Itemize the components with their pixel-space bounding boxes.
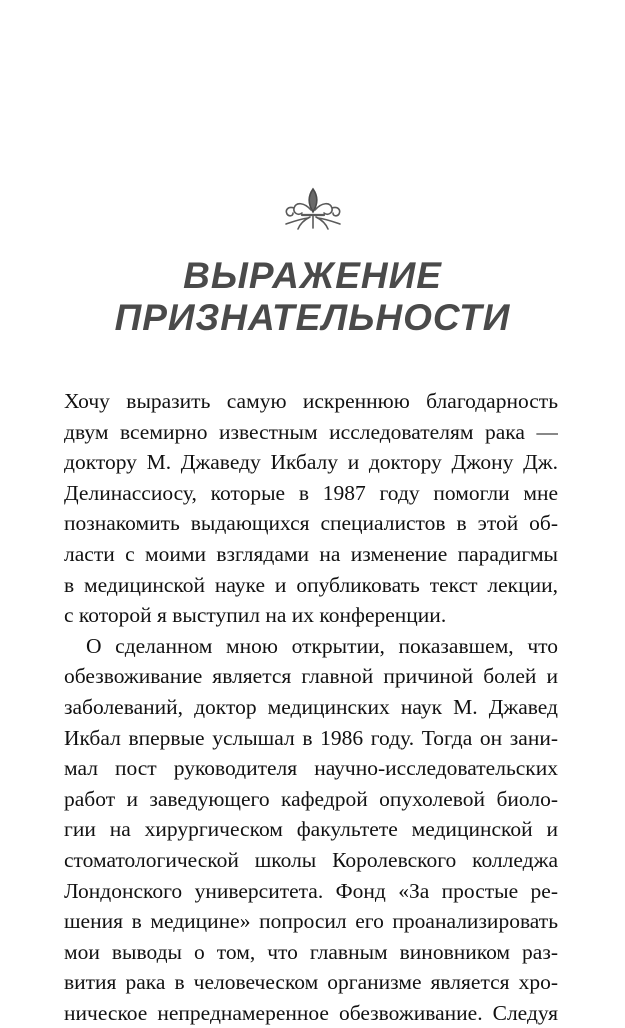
paragraph-1 [64, 386, 558, 631]
text-line: стоматологической школы Королевского колледжа [64, 847, 558, 872]
text-line: с которой я выступил на их конференции. [64, 603, 447, 628]
text-line: О сделанном мною открытии, показавшем, что [86, 633, 558, 658]
text-line: Делинассиосу, которые в 1987 году помогли мне [64, 480, 558, 505]
text-line: двум всемирно известным исследователям рака — [64, 419, 558, 444]
text-line: шения в медицине» попросил его проанализировать [64, 909, 558, 934]
text-line: Икбал впервые услышал в 1986 году. Тогда он зани- [64, 725, 558, 750]
chapter-title-line-1: ВЫРАЖЕНИЕ [183, 255, 442, 296]
body-text [64, 386, 558, 1028]
text-line: в медицинской науке и опубликовать текст лекции, [64, 572, 558, 597]
text-line: ническое непреднамеренное обезвоживание. Следуя [64, 1000, 558, 1025]
text-line: вития рака в человеческом организме является хро- [64, 970, 558, 995]
paragraph-2 [64, 631, 558, 1028]
text-line: Лондонского университета. Фонд «За простые ре- [64, 878, 558, 903]
text-line: ласти с моими взглядами на изменение парадигмы [64, 541, 558, 566]
text-line: доктору М. Джаведу Икбалу и доктору Джону Дж. [64, 450, 558, 475]
fleur-de-lis-ornament-icon [282, 186, 344, 232]
text-line: мои выводы о том, что главным виновником раз- [64, 939, 558, 964]
text-line: заболеваний, доктор медицинских наук М. Джавед [64, 694, 558, 719]
text-line: познакомить выдающихся специалистов в этой об- [64, 511, 558, 536]
text-line: гии на хирургическом факультете медицинской и [64, 817, 558, 842]
text-line: мал пост руководителя научно-исследовательских [64, 756, 558, 781]
text-line: Хочу выразить самую искреннюю благодарность [64, 389, 558, 413]
chapter-title-line-2: ПРИЗНАТЕЛЬНОСТИ [114, 297, 511, 338]
text-line: обезвоживание является главной причиной болей и [64, 664, 558, 689]
text-line: работ и заведующего кафедрой опухолевой биоло- [64, 786, 558, 811]
